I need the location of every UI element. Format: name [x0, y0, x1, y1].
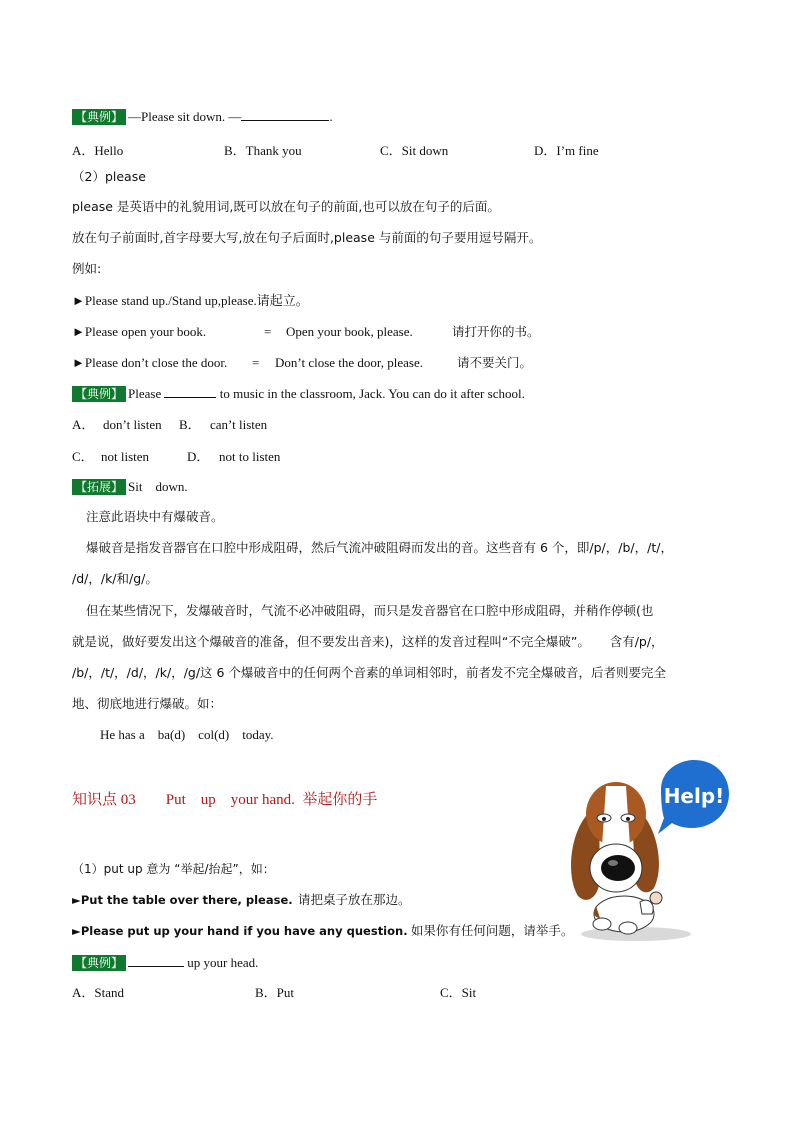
extension-tag: 【拓展】 — [72, 479, 126, 495]
paragraph: 地、彻底地进行爆破。如： — [72, 696, 223, 711]
example-sentence: ►Please stand up./Stand up,please.请起立。 — [72, 293, 309, 308]
example-sentence: ►Please open your book. = Open your book, please. 请打开你的书。 — [72, 324, 540, 339]
example-sentence: ►Put the table over there, please. 请把桌子放在那边。 — [72, 892, 411, 907]
example3-question: 【典例】 up your head. — [72, 954, 258, 971]
example-tag: 【典例】 — [72, 955, 126, 971]
answer-blank — [241, 108, 329, 121]
example2-question: 【典例】 Please to music in the classroom, Jack. You can do it after school. — [72, 385, 525, 402]
option-d: D．I’m fine — [534, 143, 599, 158]
paragraph: 注意此语块中有爆破音。 — [86, 509, 224, 524]
option-b: B．Thank you — [224, 143, 302, 158]
paragraph: 例如: — [72, 261, 102, 276]
option-c: C．Sit down — [380, 143, 449, 158]
answer-blank — [164, 385, 216, 398]
example-sentence: ►Please put up your hand if you have any question. 如果你有任何问题，请举手。 — [72, 923, 574, 938]
paragraph: 但在某些情况下，发爆破音时，气流不必冲破阻碍，而只是发音器官在口腔中形成阻碍，并稍作停顿(也 — [86, 603, 654, 618]
option-a: A．Hello — [72, 143, 124, 158]
example-sentence: He has a ba(d) col(d) today. — [100, 727, 274, 742]
paragraph: /d/，/k/和/g/。 — [72, 571, 158, 586]
example2-options-row2: C． not listen D． not to listen — [72, 449, 281, 464]
answer-blank — [128, 954, 184, 967]
paragraph: 放在句子前面时,首字母要大写,放在句子后面时,please 与前面的句子要用逗号隔开。 — [72, 230, 542, 245]
paragraph: 就是说，做好要发出这个爆破音的准备，但不要发出音来)，这样的发音过程叫“不完全爆破”。 含有/p/， — [72, 634, 664, 649]
option-c: C．Sit — [440, 985, 477, 1000]
cartoon-dog-icon — [566, 756, 736, 946]
option-b: B．Put — [255, 985, 295, 1000]
example2-options-row1: A． don’t listen B． can’t listen — [72, 417, 268, 432]
section-heading: 知识点 03 Put up your hand. 举起你的手 — [72, 792, 378, 808]
speech-bubble-text: Help! — [663, 784, 725, 808]
section-title: （2）please — [72, 169, 146, 184]
paragraph: /b/，/t/，/d/，/k/，/g/这 6 个爆破音中的任何两个音素的单词相邻时，前者发不完全爆破音，后者则要完全 — [72, 665, 666, 680]
paragraph: 爆破音是指发音器官在口腔中形成阻碍，然后气流冲破阻碍而发出的音。这些音有 6 个，即/p/，/b/，/t/， — [86, 540, 673, 555]
paragraph: please 是英语中的礼貌用词,既可以放在句子的前面,也可以放在句子的后面。 — [72, 199, 500, 214]
extension-heading: 【拓展】 Sit down. — [72, 479, 188, 495]
example-tag: 【典例】 — [72, 109, 126, 125]
subsection-title: （1）put up 意为 “举起/抬起”，如： — [72, 862, 275, 876]
option-a: A．Stand — [72, 985, 125, 1000]
example-sentence: ►Please don’t close the door. = Don’t close the door, please. 请不要关门。 — [72, 355, 533, 370]
example-tag: 【典例】 — [72, 386, 126, 402]
example1-question: 【典例】 —Please sit down. — . — [72, 108, 333, 125]
